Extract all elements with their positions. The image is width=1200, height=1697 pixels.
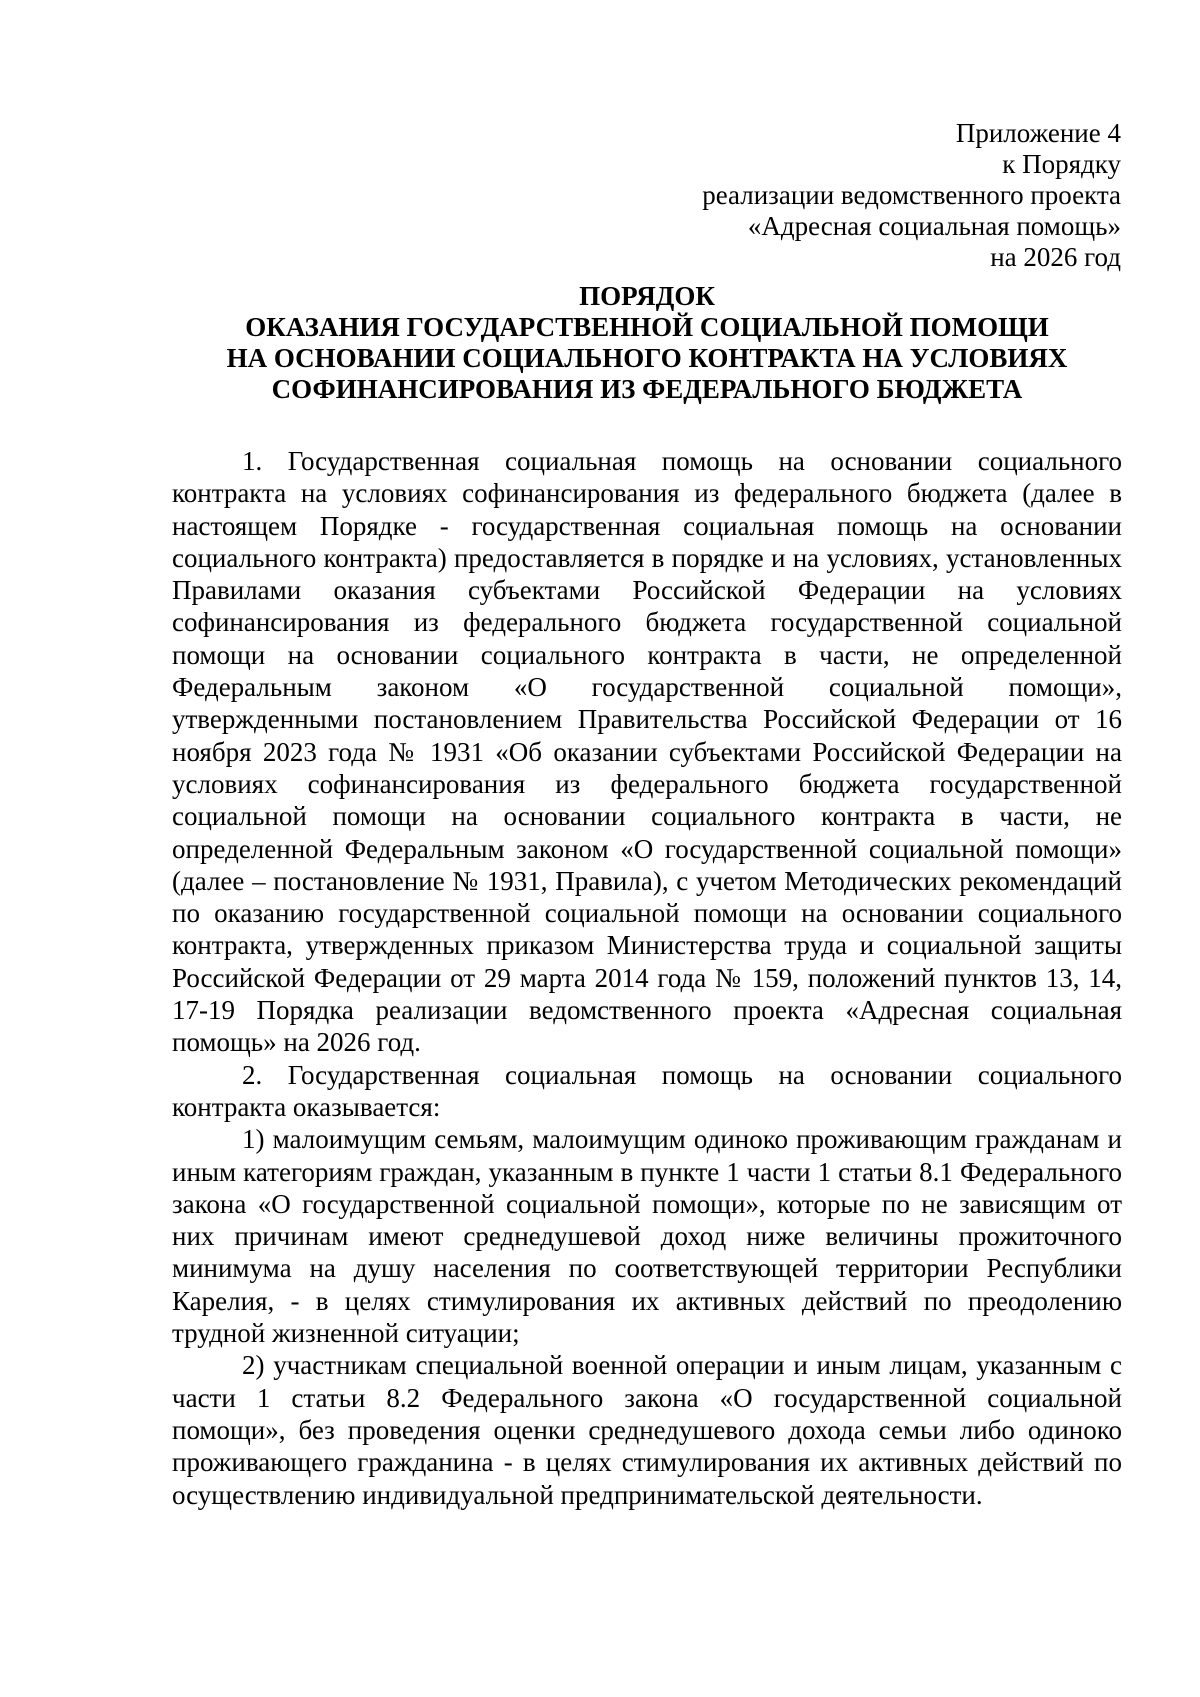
annex-line-number: Приложение 4 (955, 118, 1121, 148)
annex-line-project: реализации ведомственного проекта (702, 180, 1121, 210)
paragraph-2-item-1: 1) малоимущим семьям, малоимущим одиноко проживающим гражданам и иным категориям граждан, указанным в пункте 1 части 1 статьи 8.1 Федерального закона «О государственной социальной помощи», которые по не зависящим от них причинам имеют среднедушевой доход ниже величины прожиточного минимума на душу населения по соответствующей территории Республики Карелия, - в целях стимулирования их активных действий по преодолению трудной жизненной ситуации; (172, 1124, 1122, 1349)
document-title (172, 281, 1122, 405)
paragraph-2-item-2: 2) участникам специальной военной операции и иным лицам, указанным с части 1 статьи 8.2 Федерального закона «О государственной социальной помощи», без проведения оценки среднедушевого дохода семьи либо одиноко проживающего гражданина - в целях стимулирования их активных действий по осуществлению индивидуальной предпринимательской деятельности. (172, 1350, 1122, 1510)
title-line-2: ОКАЗАНИЯ ГОСУДАРСТВЕННОЙ СОЦИАЛЬНОЙ ПОМОЩИ (245, 312, 1049, 342)
annex-header (421, 118, 1121, 273)
annex-line-project-name: «Адресная социальная помощь» (747, 211, 1121, 241)
title-line-1: ПОРЯДОК (579, 281, 715, 311)
document-body (172, 445, 1122, 1511)
annex-line-year: на 2026 год (990, 242, 1121, 272)
annex-line-reference: к Порядку (1002, 149, 1121, 179)
paragraph-2: 2. Государственная социальная помощь на основании социального контракта оказывается: (172, 1059, 1122, 1122)
title-line-3: НА ОСНОВАНИИ СОЦИАЛЬНОГО КОНТРАКТА НА УСЛОВИЯХ (226, 343, 1068, 373)
title-line-4: СОФИНАНСИРОВАНИЯ ИЗ ФЕДЕРАЛЬНОГО БЮДЖЕТА (271, 374, 1023, 404)
paragraph-1: 1. Государственная социальная помощь на основании социального контракта на условиях софинансирования из федерального бюджета (далее в настоящем Порядке - государственная социальная помощь на основании социального контракта) предоставляется в порядке и на условиях, установленных Правилами оказания субъектами Российской Федерации на условиях софинансирования из федерального бюджета государственной социальной помощи на основании социального контракта в части, не определенной Федеральным законом «О государственной социальной помощи», утвержденными постановлением Правительства Российской Федерации от 16 ноября 2023 года № 1931 «Об оказании субъектами Российской Федерации на условиях софинансирования из федерального бюджета государственной социальной помощи на основании социального контракта в части, не определенной Федеральным законом «О государственной социальной помощи» (далее – постановление № 1931, Правила), с учетом Методических рекомендаций по оказанию государственной социальной помощи на основании социального контракта, утвержденных приказом Министерства труда и социальной защиты Российской Федерации от 29 марта 2014 года № 159, положений пунктов 13, 14, 17-19 Порядка реализации ведомственного проекта «Адресная социальная помощь» на 2026 год. (172, 446, 1122, 1058)
